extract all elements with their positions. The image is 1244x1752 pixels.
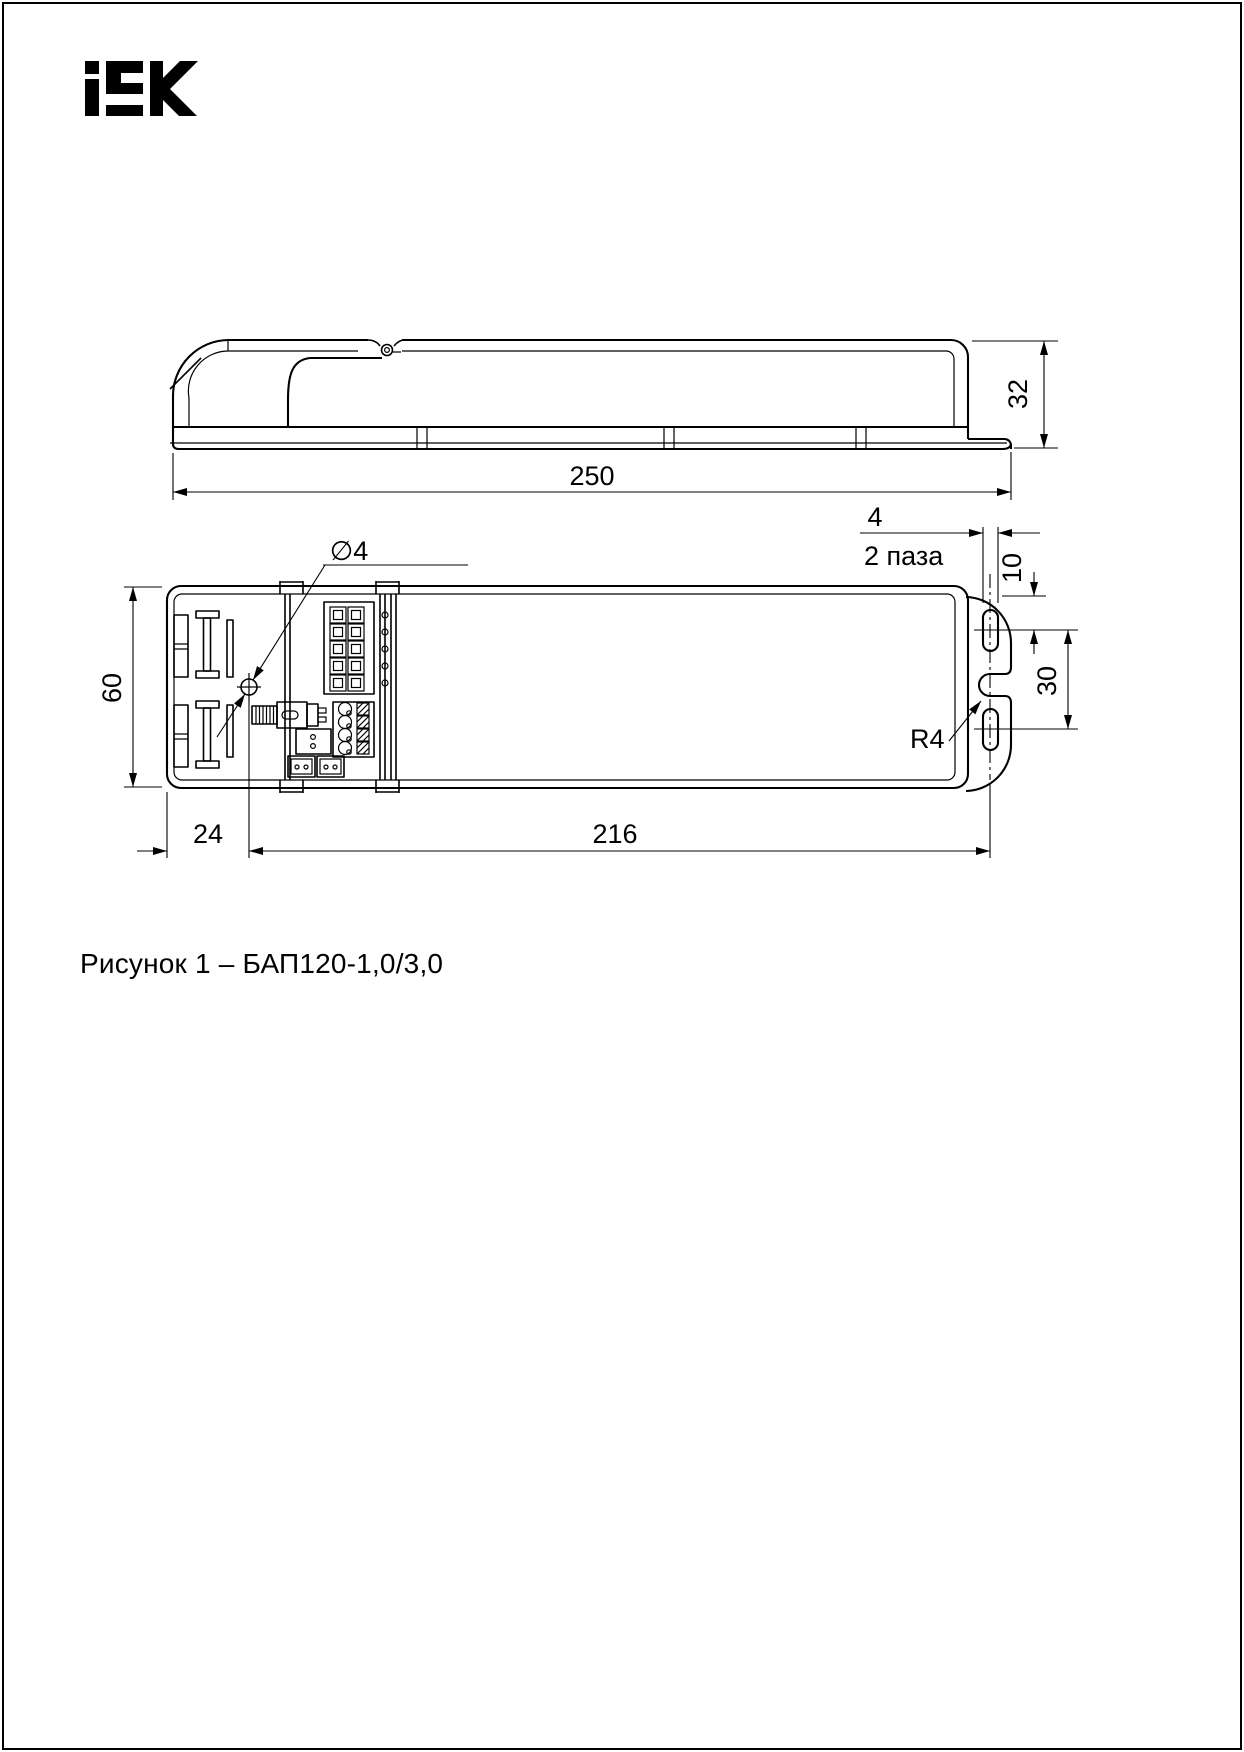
- dim-label-slot-offset: 10: [997, 552, 1027, 584]
- dim-label-slots-note: 2 паза: [864, 541, 944, 571]
- top-view: [97, 502, 1078, 858]
- mounting-tab: [966, 597, 1011, 791]
- dim-label-hole-to-slot: 216: [592, 819, 638, 849]
- dimension-width-60: [97, 587, 162, 787]
- plug-connector-a: [288, 756, 315, 777]
- figure-caption: Рисунок 1 – БАП120-1,0/3,0: [80, 948, 444, 979]
- dim-label-slot-width: 4: [867, 502, 883, 532]
- dimension-fillet-r4: [910, 701, 981, 754]
- dimension-height-32: [972, 341, 1058, 448]
- side-view: [170, 340, 1058, 500]
- dimension-slot-offset-10: [997, 553, 1046, 654]
- dimension-slot-width: [860, 502, 1040, 603]
- endcap-slots: [174, 611, 233, 768]
- terminal-block-1: [324, 602, 388, 694]
- inline-connector: [252, 702, 326, 728]
- dimension-slot-spacing-30: [1032, 630, 1068, 729]
- dim-label-width: 60: [97, 672, 127, 704]
- mounting-hole: [237, 673, 261, 701]
- plug-connector-b: [317, 756, 344, 777]
- dim-label-slot-spacing: 30: [1032, 665, 1062, 697]
- dim-label-fillet: R4: [910, 724, 945, 754]
- body-outline: [167, 586, 968, 788]
- terminal-block-2: [333, 702, 374, 757]
- dim-label-hole-diameter: ∅4: [329, 536, 369, 566]
- dim-label-hole-offset: 24: [192, 819, 224, 849]
- clip-ring: [382, 345, 393, 356]
- dimension-length-250: [173, 452, 1011, 500]
- dim-label-length: 250: [569, 461, 615, 491]
- component-box: [296, 729, 331, 754]
- dim-label-height: 32: [1003, 378, 1033, 410]
